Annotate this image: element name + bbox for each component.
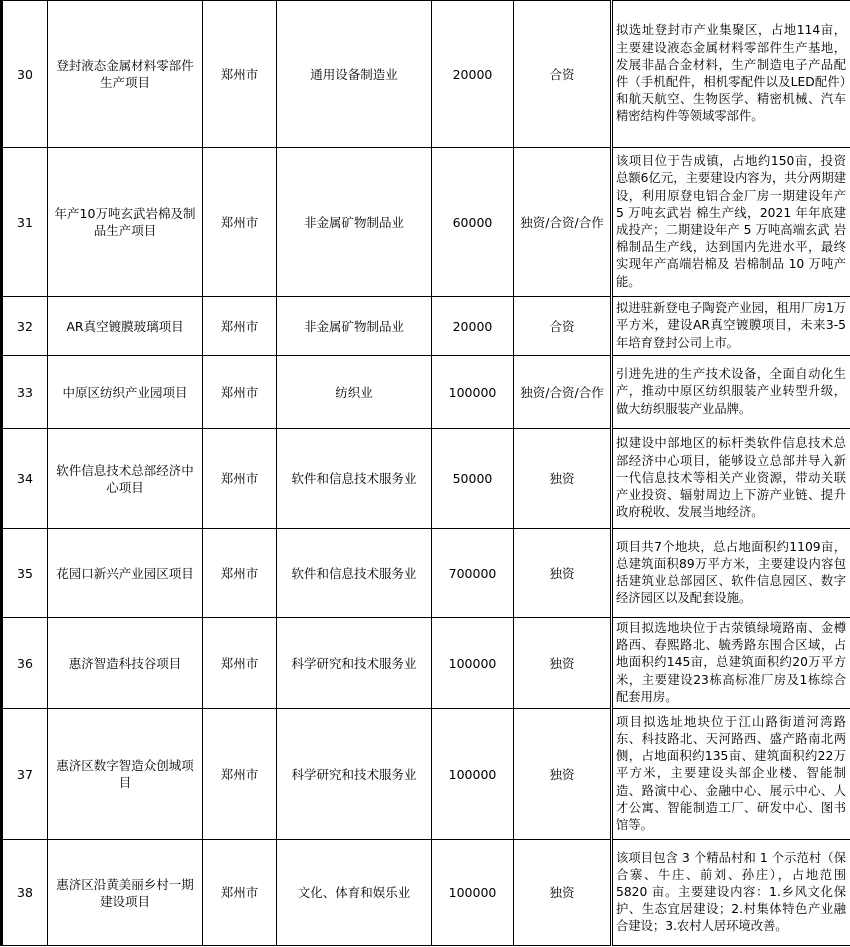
industry: 纺织业 — [277, 356, 432, 429]
industry: 软件和信息技术服务业 — [277, 429, 432, 529]
table-row — [2, 148, 850, 297]
table-row — [2, 1, 850, 148]
investment-amount: 100000 — [432, 840, 514, 946]
project-name: 登封液态金属材料零部件生产项目 — [48, 1, 203, 148]
industry: 科学研究和技术服务业 — [277, 618, 432, 709]
city: 郑州市 — [203, 709, 277, 840]
investment-amount: 100000 — [432, 709, 514, 840]
investment-amount: 700000 — [432, 529, 514, 618]
investment-amount: 60000 — [432, 148, 514, 297]
city: 郑州市 — [203, 618, 277, 709]
industry: 非金属矿物制品业 — [277, 297, 432, 356]
row-number: 34 — [2, 429, 48, 529]
cooperation-mode: 独资 — [514, 840, 612, 946]
project-name: 惠济区数字智造众创城项目 — [48, 709, 203, 840]
industry: 非金属矿物制品业 — [277, 148, 432, 297]
row-number: 36 — [2, 618, 48, 709]
table-row — [2, 618, 850, 709]
project-description: 拟进驻新登电子陶瓷产业园，租用厂房1万平方米，建设AR真空镀膜项目，未来3-5年培育登封公司上市。 — [612, 297, 850, 356]
city: 郑州市 — [203, 1, 277, 148]
investment-amount: 100000 — [432, 618, 514, 709]
city: 郑州市 — [203, 840, 277, 946]
cooperation-mode: 独资 — [514, 709, 612, 840]
cooperation-mode: 独资 — [514, 429, 612, 529]
project-description: 该项目包含 3 个精品村和 1 个示范村（保合寨、牛庄、前刘、孙庄），占地范围 5820 亩。主要建设内容：1.乡风文化保护、生态宜居建设；2.村集体特色产业融合建设；3.农村人居环境改善。 — [612, 840, 850, 946]
city: 郑州市 — [203, 356, 277, 429]
industry: 通用设备制造业 — [277, 1, 432, 148]
table-row — [2, 840, 850, 946]
cooperation-mode: 独资/合资/合作 — [514, 148, 612, 297]
table-row — [2, 709, 850, 840]
cooperation-mode: 独资 — [514, 618, 612, 709]
row-number: 32 — [2, 297, 48, 356]
cooperation-mode: 独资/合资/合作 — [514, 356, 612, 429]
investment-amount: 20000 — [432, 1, 514, 148]
project-description: 引进先进的生产技术设备，全面自动化生产，推动中原区纺织服装产业转型升级，做大纺织服装产业品牌。 — [612, 356, 850, 429]
project-description: 拟建设中部地区的标杆类软件信息技术总部经济中心项目，能够设立总部并导入新一代信息技术等相关产业资源，带动关联产业投资、辐射周边上下游产业链、提升政府税收、发展当地经济。 — [612, 429, 850, 529]
project-name: AR真空镀膜玻璃项目 — [48, 297, 203, 356]
table-row — [2, 529, 850, 618]
project-description: 项目拟选址地块位于江山路街道河湾路东、科技路北、天河路西、盛产路南北两侧，占地面积约135亩、建筑面积约22万平方米，主要建设头部企业楼、智能制造、路演中心、金融中心、展示中心、人才公寓、智能制造工厂、研发中心、图书馆等。 — [612, 709, 850, 840]
project-name: 中原区纺织产业园项目 — [48, 356, 203, 429]
row-number: 33 — [2, 356, 48, 429]
cooperation-mode: 合资 — [514, 1, 612, 148]
project-name: 年产10万吨玄武岩棉及制品生产项目 — [48, 148, 203, 297]
city: 郑州市 — [203, 148, 277, 297]
project-description: 拟选址登封市产业集聚区，占地114亩，主要建设液态金属材料零部件生产基地，发展非晶合金材料，生产制造电子产品配件（手机配件，相机零配件以及LED配件）和航天航空、生物医学、精密机械、汽车精密结构件等领域零部件。 — [612, 1, 850, 148]
table-row — [2, 429, 850, 529]
project-name: 惠济智造科技谷项目 — [48, 618, 203, 709]
project-description: 项目共7个地块，总占地面积约1109亩，总建筑面积89万平方米，主要建设内容包括建筑业总部园区、软件信息园区、数字经济园区以及配套设施。 — [612, 529, 850, 618]
row-number: 37 — [2, 709, 48, 840]
city: 郑州市 — [203, 297, 277, 356]
cooperation-mode: 独资 — [514, 529, 612, 618]
cooperation-mode: 合资 — [514, 297, 612, 356]
row-number: 31 — [2, 148, 48, 297]
investment-amount: 20000 — [432, 297, 514, 356]
project-name: 软件信息技术总部经济中心项目 — [48, 429, 203, 529]
city: 郑州市 — [203, 529, 277, 618]
investment-amount: 100000 — [432, 356, 514, 429]
table-row — [2, 297, 850, 356]
investment-amount: 50000 — [432, 429, 514, 529]
city: 郑州市 — [203, 429, 277, 529]
table-row — [2, 356, 850, 429]
row-number: 30 — [2, 1, 48, 148]
industry: 软件和信息技术服务业 — [277, 529, 432, 618]
project-name: 惠济区沿黄美丽乡村一期建设项目 — [48, 840, 203, 946]
row-number: 35 — [2, 529, 48, 618]
project-name: 花园口新兴产业园区项目 — [48, 529, 203, 618]
industry: 文化、体育和娱乐业 — [277, 840, 432, 946]
industry: 科学研究和技术服务业 — [277, 709, 432, 840]
row-number: 38 — [2, 840, 48, 946]
project-description: 项目拟选地块位于古荥镇绿境路南、金樽路西、春熙路北、毓秀路东围合区域，占地面积约145亩，总建筑面积约20万平方米，主要建设23栋高标准厂房及1栋综合配套用房。 — [612, 618, 850, 709]
project-description: 该项目位于告成镇，占地约150亩，投资总额6亿元，主要建设内容为，共分两期建设，利用原登电铝合金厂房一期建设年产 5 万吨玄武岩 棉生产线，2021 年年底建成投产；二期建设年产 5 万吨高端玄武 岩棉制品生产线，达到国内先进水平，最终实现年产高端岩棉及 岩棉制品 10 万吨产能。 — [612, 148, 850, 297]
